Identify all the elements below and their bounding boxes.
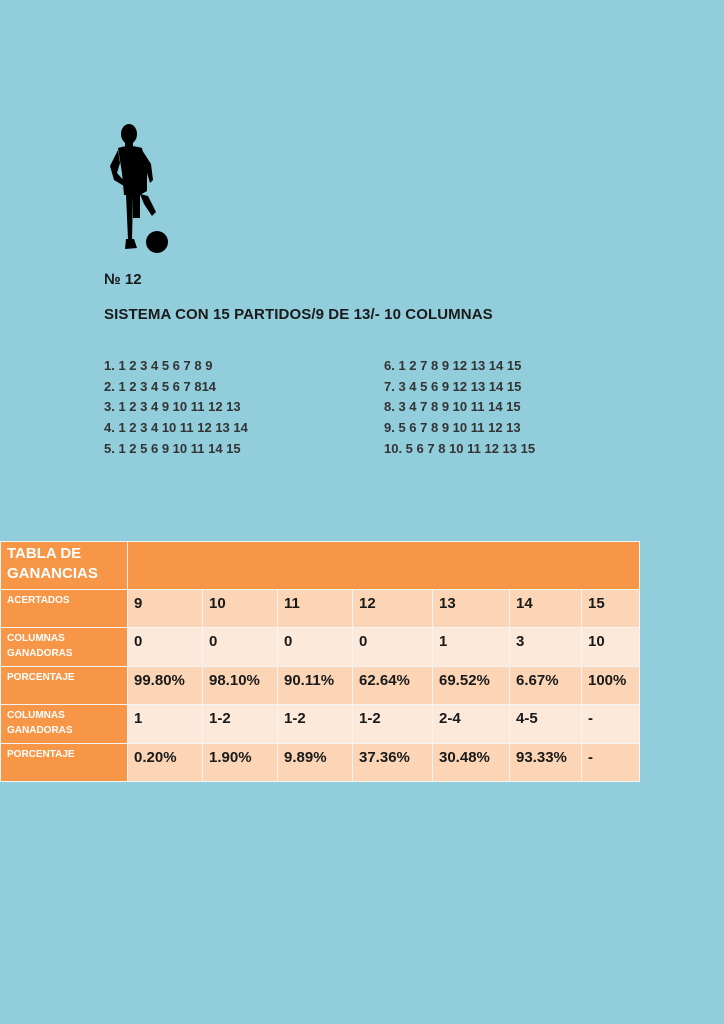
earnings-table bbox=[0, 541, 640, 782]
table-cell: 4-5 bbox=[510, 705, 582, 744]
column-line: 8. 3 4 7 8 9 10 11 14 15 bbox=[384, 399, 521, 415]
table-cell: 0 bbox=[353, 628, 433, 667]
column-line: 7. 3 4 5 6 9 12 13 14 15 bbox=[384, 378, 522, 394]
table-title-row bbox=[1, 542, 640, 590]
table-cell: 93.33% bbox=[510, 744, 582, 782]
row-label: PORCENTAJE bbox=[1, 667, 128, 705]
table-cell: 14 bbox=[510, 590, 582, 628]
table-cell: 6.67% bbox=[510, 667, 582, 705]
table-cell: 1-2 bbox=[203, 705, 278, 744]
boy-with-soccer-ball-icon bbox=[100, 118, 172, 258]
table-cell: 10 bbox=[203, 590, 278, 628]
column-line: 9. 5 6 7 8 9 10 11 12 13 bbox=[384, 420, 521, 436]
table-row bbox=[1, 705, 640, 744]
table-cell: - bbox=[582, 705, 640, 744]
column-line: 4. 1 2 3 4 10 11 12 13 14 bbox=[104, 420, 248, 436]
table-cell: 12 bbox=[353, 590, 433, 628]
row-label: COLUMNAS GANADORAS bbox=[1, 628, 128, 667]
table-row bbox=[1, 744, 640, 782]
table-cell: - bbox=[582, 744, 640, 782]
table-cell: 11 bbox=[278, 590, 353, 628]
table-title: TABLA DE GANANCIAS bbox=[1, 542, 128, 590]
table-row bbox=[1, 667, 640, 705]
table-cell: 69.52% bbox=[433, 667, 510, 705]
table-cell: 62.64% bbox=[353, 667, 433, 705]
table-cell: 0 bbox=[278, 628, 353, 667]
table-cell: 1 bbox=[433, 628, 510, 667]
row-label: ACERTADOS bbox=[1, 590, 128, 628]
row-label: PORCENTAJE bbox=[1, 744, 128, 782]
system-title: SISTEMA CON 15 PARTIDOS/9 DE 13/- 10 COLUMNAS bbox=[104, 306, 493, 323]
table-title-fill bbox=[128, 542, 640, 590]
table-cell: 13 bbox=[433, 590, 510, 628]
table-cell: 30.48% bbox=[433, 744, 510, 782]
table-cell: 2-4 bbox=[433, 705, 510, 744]
column-line: 6. 1 2 7 8 9 12 13 14 15 bbox=[384, 358, 522, 373]
table-cell: 98.10% bbox=[203, 667, 278, 705]
column-line: 5. 1 2 5 6 9 10 11 14 15 bbox=[104, 440, 241, 456]
document-number: № 12 bbox=[104, 271, 142, 288]
table-cell: 99.80% bbox=[128, 667, 203, 705]
table-cell: 0 bbox=[128, 628, 203, 667]
table-cell: 3 bbox=[510, 628, 582, 667]
table-cell: 100% bbox=[582, 667, 640, 705]
row-label: COLUMNAS GANADORAS bbox=[1, 705, 128, 744]
table-row bbox=[1, 628, 640, 667]
column-line: 3. 1 2 3 4 9 10 11 12 13 bbox=[104, 399, 241, 415]
table-cell: 90.11% bbox=[278, 667, 353, 705]
column-line: 2. 1 2 3 4 5 6 7 814 bbox=[104, 378, 217, 394]
table-row bbox=[1, 590, 640, 628]
table-cell: 1-2 bbox=[278, 705, 353, 744]
table-cell: 0 bbox=[203, 628, 278, 667]
table-cell: 1.90% bbox=[203, 744, 278, 782]
column-line: 10. 5 6 7 8 10 11 12 13 15 bbox=[384, 440, 536, 456]
table-cell: 15 bbox=[582, 590, 640, 628]
table-cell: 10 bbox=[582, 628, 640, 667]
table-cell: 1 bbox=[128, 705, 203, 744]
table-cell: 1-2 bbox=[353, 705, 433, 744]
table-cell: 0.20% bbox=[128, 744, 203, 782]
column-line: 1. 1 2 3 4 5 6 7 8 9 bbox=[104, 358, 213, 373]
columns-list-left bbox=[104, 356, 248, 459]
table-cell: 9 bbox=[128, 590, 203, 628]
columns-list-right bbox=[384, 356, 535, 459]
table-cell: 9.89% bbox=[278, 744, 353, 782]
table-cell: 37.36% bbox=[353, 744, 433, 782]
